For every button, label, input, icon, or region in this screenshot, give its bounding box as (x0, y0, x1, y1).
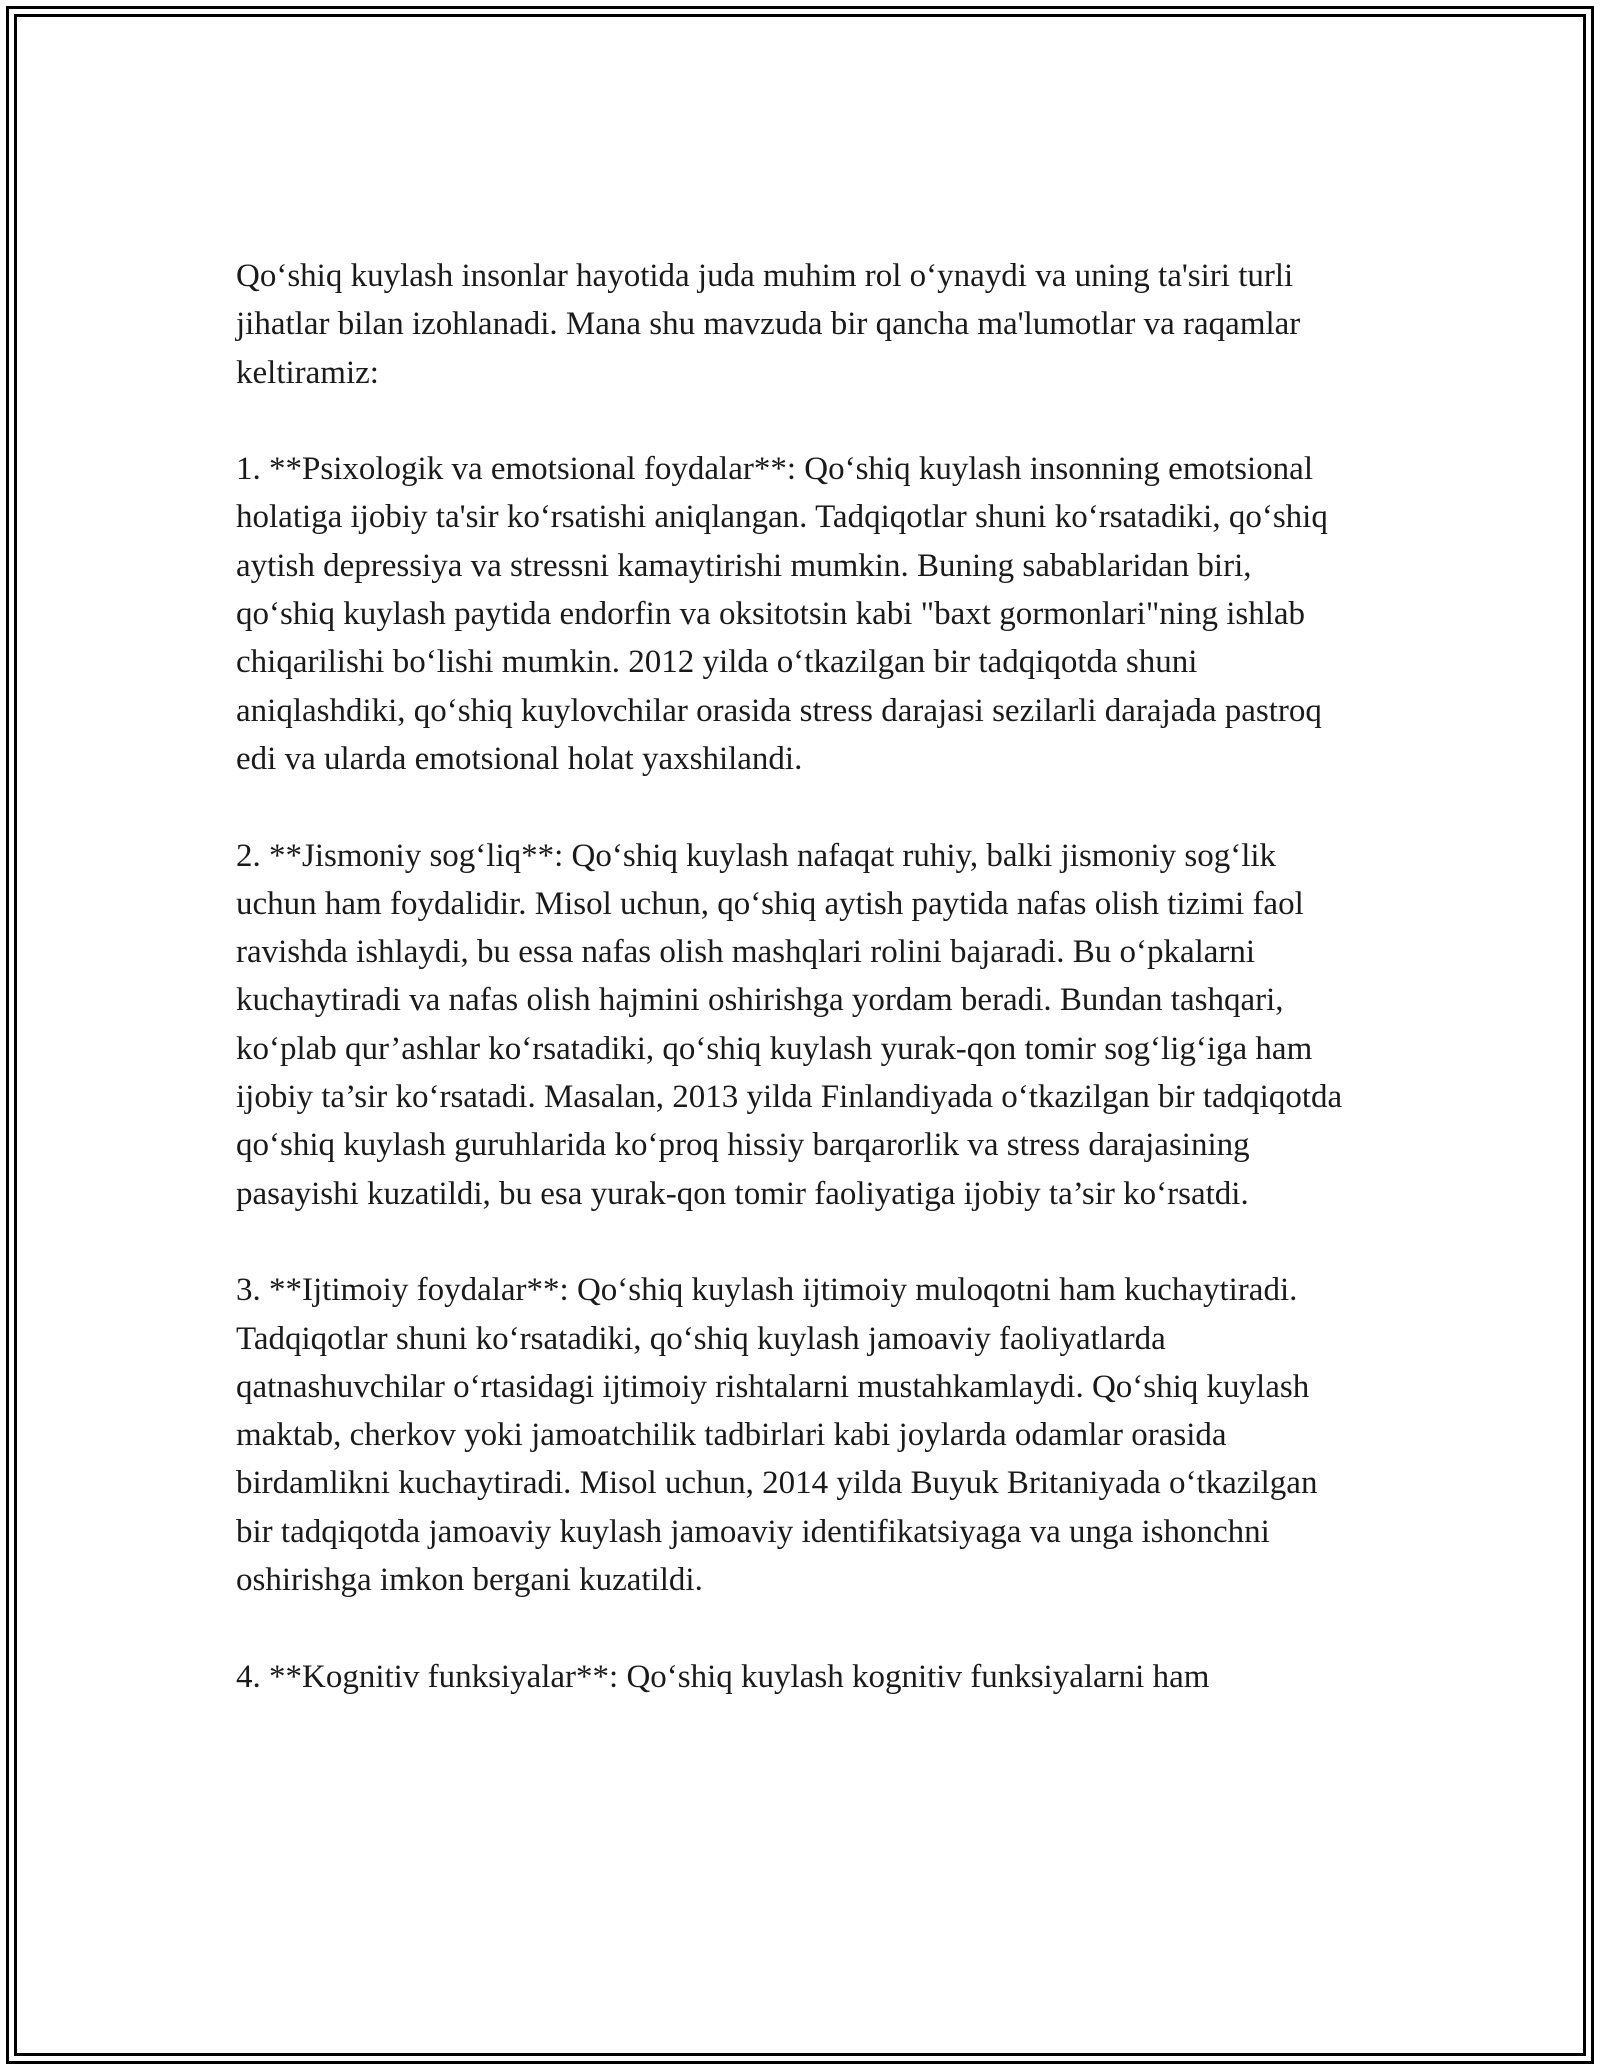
section-physical-health: 2. **Jismoniy sog‘liq**: Qo‘shiq kuylash nafaqat ruhiy, balki jismoniy sog‘lik uchun ham foydalidir. Misol uchun, qo‘shiq aytish paytida nafas olish tizimi faol ravishda ishlaydi, bu essa nafas olish mashqlari rolini bajaradi. Bu o‘pkalarni kuchaytiradi va nafas olish hajmini oshirishga yordam beradi. Bundan tashqari, ko‘plab qur’ashlar ko‘rsatadiki, qo‘shiq kuylash yurak-qon tomir sog‘lig‘iga ham ijobiy ta’sir ko‘rsatadi. Masalan, 2013 yilda Finlandiyada o‘tkazilgan bir tadqiqotda qo‘shiq kuylash guruhlarida ko‘proq hissiy barqarorlik va stress darajasining pasayishi kuzatildi, bu esa yurak-qon tomir faoliyatiga ijobiy ta’sir ko‘rsatdi. (236, 837, 1343, 1212)
document-body (236, 252, 1356, 1701)
section-social-benefits: 3. **Ijtimoiy foydalar**: Qo‘shiq kuylash ijtimoiy muloqotni ham kuchaytiradi. Tadqiqotlar shuni ko‘rsatadiki, qo‘shiq kuylash jamoaviy faoliyatlarda qatnashuvchilar o‘rtasidagi ijtimoiy rishtalarni mustahkamlaydi. Qo‘shiq kuylash maktab, cherkov yoki jamoatchilik tadbirlari kabi joylarda odamlar orasida birdamlikni kuchaytiradi. Misol uchun, 2014 yilda Buyuk Britaniyada o‘tkazilgan bir tadqiqotda jamoaviy kuylash jamoaviy identifikatsiyaga va unga ishonchni oshirishga imkon bergani kuzatildi. (236, 1272, 1318, 1599)
section-psychological-benefits: 1. **Psixologik va emotsional foydalar**: Qo‘shiq kuylash insonning emotsional holatiga ijobiy ta'sir ko‘rsatishi aniqlangan. Tadqiqotlar shuni ko‘rsatadiki, qo‘shiq aytish depressiya va stressni kamaytirishi mumkin. Buning sabablaridan biri, qo‘shiq kuylash paytida endorfin va oksitotsin kabi "baxt gormonlari"ning ishlab chiqarilishi bo‘lishi mumkin. 2012 yilda o‘tkazilgan bir tadqiqotda shuni aniqlashdiki, qo‘shiq kuylovchilar orasida stress darajasi sezilarli darajada pastroq edi va ularda emotsional holat yaxshilandi. (236, 451, 1328, 777)
intro-paragraph: Qo‘shiq kuylash insonlar hayotida juda muhim rol o‘ynaydi va uning ta'siri turli jihatlar bilan izohlanadi. Mana shu mavzuda bir qancha ma'lumotlar va raqamlar keltiramiz: (236, 258, 1301, 391)
section-cognitive-functions: 4. **Kognitiv funksiyalar**: Qo‘shiq kuylash kognitiv funksiyalarni ham (236, 1658, 1210, 1695)
